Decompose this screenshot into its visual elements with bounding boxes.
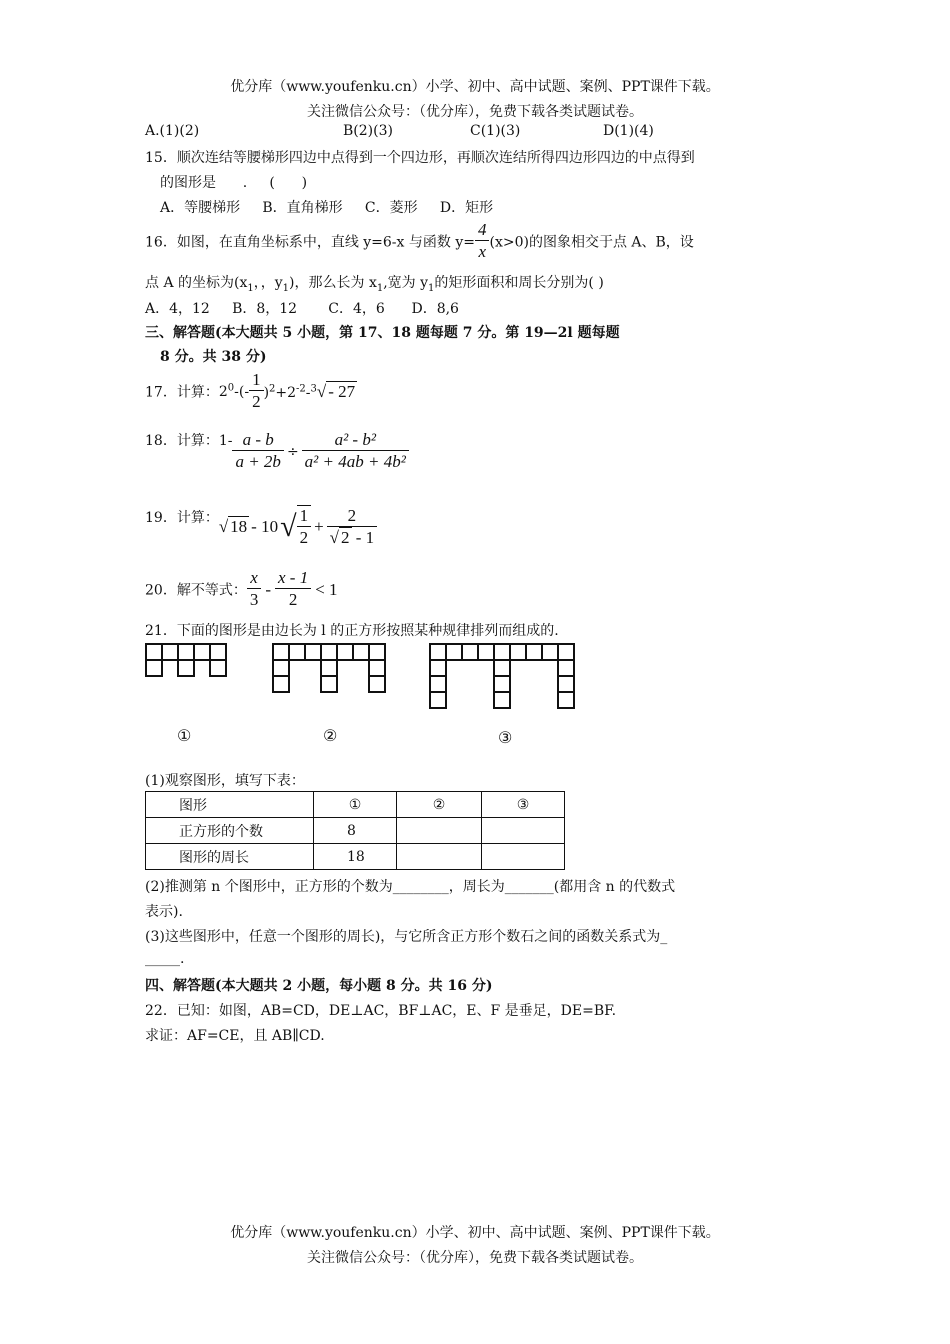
q16-sub-2: 1 — [282, 282, 290, 294]
q18-fraction-2 — [302, 430, 409, 473]
q14-option-c: C(1)(3) — [470, 123, 521, 139]
q18-divide: ÷ — [286, 443, 299, 460]
q20-less-than-1: < 1 — [315, 579, 338, 599]
q19-sqrt-half-sign: √ — [280, 510, 297, 543]
q19-radicand-18: 18 — [230, 517, 248, 536]
q17-root-index: 3 — [310, 382, 317, 394]
q17-base-2: 2 — [218, 384, 228, 401]
q19-f-num: 2 — [327, 506, 378, 527]
table-cell: 18 — [314, 844, 397, 870]
q17-half-den: 2 — [252, 392, 261, 411]
q19-f-den-root: 2 — [341, 527, 350, 547]
q18-fraction-1 — [232, 430, 283, 473]
q20-minus: - — [265, 579, 271, 599]
q20-f2-num: x - 1 — [275, 568, 311, 589]
q18-f1-num: a - b — [232, 430, 283, 451]
q22-line-2: 求证：AF=CE，且 AB∥CD. — [145, 1028, 325, 1044]
q18-f2-num: a² - b² — [302, 430, 409, 451]
q18-f2-den: a² + 4ab + 4b² — [304, 452, 406, 471]
table-header-row — [146, 792, 565, 818]
q17-exp-neg2: -2 — [296, 382, 306, 394]
q21-part-2-cont: 表示). — [145, 904, 183, 920]
table-cell[interactable] — [397, 818, 482, 844]
q20-fraction-2 — [275, 568, 311, 611]
q18-f1-den: a + 2b — [235, 452, 281, 471]
section3-heading: 三、解答题(本大题共 5 小题，第 17、18 题每题 7 分。第 19—2l 题每题 — [145, 325, 620, 341]
q16-frac-den: x — [478, 242, 486, 261]
q21-square-patterns — [140, 638, 600, 720]
q19-fraction: $\frac{2}{√ 2 - 1}$ — [327, 506, 378, 549]
section3-heading-cont: 8 分。共 38 分) — [160, 349, 267, 365]
q20-f1-num: x — [247, 568, 262, 589]
q19-half-den: 2 — [299, 528, 309, 547]
q18 — [145, 430, 409, 473]
q18-label: 18．计算：1- — [145, 432, 233, 449]
q17-plus-2: +2 — [275, 384, 297, 401]
q16-l2-b: ，，y — [253, 275, 283, 291]
q17-radicand: - 27 — [328, 381, 356, 401]
q20-f2-den: 2 — [288, 590, 298, 609]
q20-label: 20．解不等式： — [145, 582, 247, 599]
fig-label-1: ① — [177, 726, 192, 745]
q16-l2-c: )，那么长为 x — [289, 275, 377, 291]
q20-fraction-1 — [247, 568, 262, 611]
table-header-cell: ③ — [482, 792, 565, 818]
q22-line-1: 22．已知：如图，AB=CD，DE⊥AC，BF⊥AC，E、F 是垂足，DE=BF. — [145, 1003, 617, 1019]
q16-frac-num: 4 — [475, 220, 490, 241]
section4-heading: 四、解答题(本大题共 2 小题，每小题 8 分。共 16 分) — [145, 978, 493, 994]
q14-option-d: D(1)(4) — [603, 123, 654, 139]
q17-half-fraction — [249, 370, 264, 413]
q21-part-1: (1)观察图形，填写下表： — [145, 773, 305, 789]
header-line-2: 关注微信公众号：（优分库），免费下载各类试题试卷。 — [307, 104, 643, 120]
q16-text-a: 16．如图，在直角坐标系中，直线 y=6-x 与函数 y= — [145, 234, 475, 251]
header-line-1: 优分库（www.youfenku.cn）小学、初中、高中试题、案例、PPT课件下载。 — [230, 79, 720, 95]
q16-sub-3: 1 — [376, 282, 384, 294]
q19-minus-10: - 10 — [251, 517, 279, 536]
q14-option-b: B(2)(3) — [343, 123, 393, 139]
pattern-2 — [273, 644, 385, 692]
q16-options: A．4，12 B．8，12 C．4，6 D．8,6 — [145, 301, 459, 317]
table-row — [146, 818, 565, 844]
pattern-3 — [430, 644, 574, 708]
q19-f-den-rest: - 1 — [355, 527, 375, 547]
q16-l2-e: 的矩形面积和周长分别为( ) — [434, 275, 604, 291]
q16-fraction — [475, 220, 490, 263]
q17-exp-2: 2 — [269, 382, 276, 394]
q21-fill-table — [145, 791, 565, 870]
q17 — [145, 370, 357, 413]
q15-options: A．等腰梯形 B．直角梯形 C．菱形 D．矩形 — [160, 200, 494, 216]
table-header-cell: 图形 — [146, 792, 314, 818]
q21-part-2: (2)推测第 n 个图形中，正方形的个数为________，周长为_______(都用含 n 的代数式 — [145, 879, 676, 895]
table-header-cell: ② — [397, 792, 482, 818]
table-cell: 正方形的个数 — [146, 818, 314, 844]
q16-line-2 — [145, 272, 604, 294]
footer-line-1: 优分库（www.youfenku.cn）小学、初中、高中试题、案例、PPT课件下载。 — [230, 1225, 720, 1241]
q16-sub-1: 1 — [247, 282, 254, 294]
q16-l2-d: ,宽为 y — [383, 275, 429, 291]
table-cell[interactable] — [482, 818, 565, 844]
q17-close-paren: ) — [263, 384, 270, 401]
q16-l2-a: 点 A 的坐标为(x — [145, 275, 248, 291]
q21-part-3-cont: _____. — [145, 951, 185, 967]
q17-label: 17．计算： — [145, 384, 219, 401]
q16-text-b: (x>0)的图象相交于点 A、B，设 — [489, 234, 694, 251]
q20-f1-den: 3 — [249, 590, 259, 609]
q17-radical: √ - 27 — [316, 381, 356, 401]
q15-line-1: 15．顺次连结等腰梯形四边中点得到一个四边形，再顺次连结所得四边形四边的中点得到 — [145, 150, 695, 166]
q16-sub-4: 1 — [428, 282, 435, 294]
table-cell: 图形的周长 — [146, 844, 314, 870]
pattern-1 — [146, 644, 226, 676]
q19 — [145, 505, 377, 549]
q17-exp-0: 0 — [227, 382, 235, 394]
table-cell[interactable] — [397, 844, 482, 870]
footer-line-2: 关注微信公众号：（优分库），免费下载各类试题试卷。 — [307, 1250, 643, 1266]
q19-plus: + — [314, 517, 324, 536]
q17-half-num: 1 — [249, 370, 264, 391]
q20 — [145, 568, 338, 611]
q19-half-num: 1 — [297, 506, 312, 527]
q17-minus: - — [305, 384, 311, 401]
fig-label-2: ② — [323, 726, 338, 745]
fig-label-3: ③ — [498, 728, 513, 747]
table-cell: 8 — [314, 818, 397, 844]
q19-half-fraction — [297, 505, 312, 549]
q21-part-3: (3)这些图形中，任意一个图形的周长)，与它所含正方形个数石之间的函数关系式为_ — [145, 929, 668, 945]
table-header-cell: ① — [314, 792, 397, 818]
table-cell[interactable] — [482, 844, 565, 870]
table-row — [146, 844, 565, 870]
q14-option-a: A.(1)(2) — [145, 123, 200, 139]
q19-sqrt18: √ 18 — [218, 517, 248, 536]
q17-minus-paren: -(- — [234, 384, 250, 401]
q15-line-2: 的图形是 . ( ) — [160, 175, 308, 191]
q16-line-1 — [145, 220, 694, 263]
q21-text: 21．下面的图形是由边长为 l 的正方形按照某种规律排列而组成的. — [145, 623, 559, 639]
q19-label: 19．计算： — [145, 510, 219, 526]
